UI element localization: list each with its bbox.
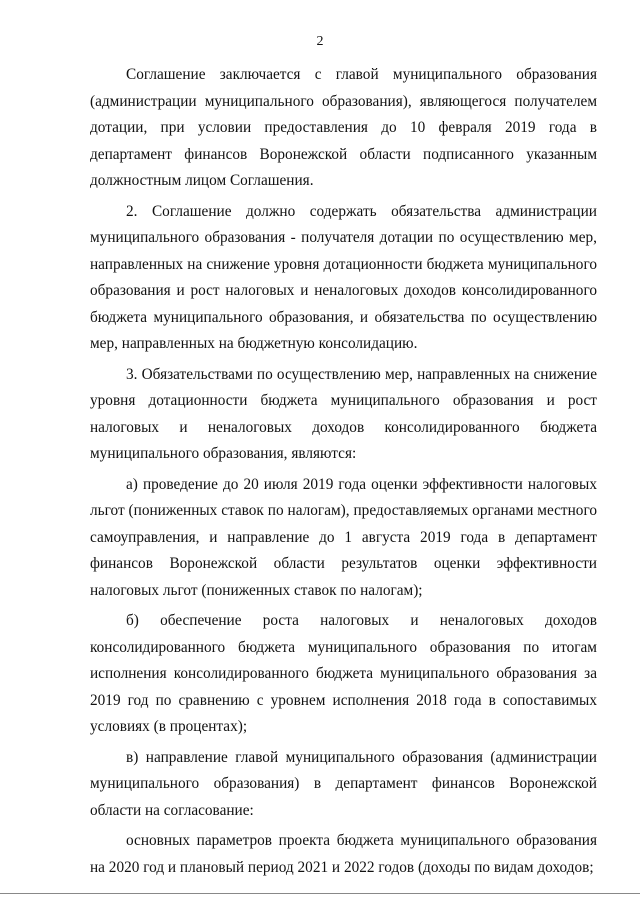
paragraph-budget-parameters: основных параметров проекта бюджета муниципального образования на 2020 год и плановый период 2021 и 2022 годов (доходы по видам доходов; (90, 832, 597, 876)
paragraph-subitem-b: б) обеспечение роста налоговых и неналоговых доходов консолидированного бюджета муниципального образования по итогам исполнения консолидированного бюджета муниципального образования за 2019 год по сравнению с уровнем исполнения 2018 года в сопоставимых условиях (в процентах); (90, 612, 597, 735)
page-bottom-divider (0, 893, 640, 894)
page-number: 2 (316, 34, 324, 49)
paragraph-item-3: 3. Обязательствами по осуществлению мер, направленных на снижение уровня дотационности бюджета муниципального образования и рост налоговых и неналоговых доходов консолидированного бюджета муниципального образования, являются: (90, 365, 597, 462)
paragraph-subitem-v: в) направление главой муниципального образования (администрации муниципального образования) в департамент финансов Воронежской области на согласование: (90, 748, 597, 819)
paragraph-subitem-a: а) проведение до 20 июля 2019 года оценки эффективности налоговых льгот (пониженных ставок по налогам), предоставляемых органами местного самоуправления, и направление до 1 августа 2019 года в департамент финансов Воронежской области результатов оценки эффективности налоговых льгот (пониженных ставок по налогам); (90, 475, 597, 599)
paragraph-agreement-conclusion: Соглашение заключается с главой муниципального образования (администрации муниципального образования), являющегося получателем дотации, при условии предоставления до 10 февраля 2019 года в департамент финансов Воронежской области подписанного указанным должностным лицом Соглашения. (90, 66, 597, 189)
document-body (90, 62, 597, 881)
paragraph-item-2: 2. Соглашение должно содержать обязательства администрации муниципального образования - получателя дотации по осуществлению мер, направленных на снижение уровня дотационности бюджета муниципального образования и рост налоговых и неналоговых доходов консолидированного бюджета муниципального образования, и обязательства по осуществлению мер, направленных на бюджетную консолидацию. (90, 202, 597, 352)
